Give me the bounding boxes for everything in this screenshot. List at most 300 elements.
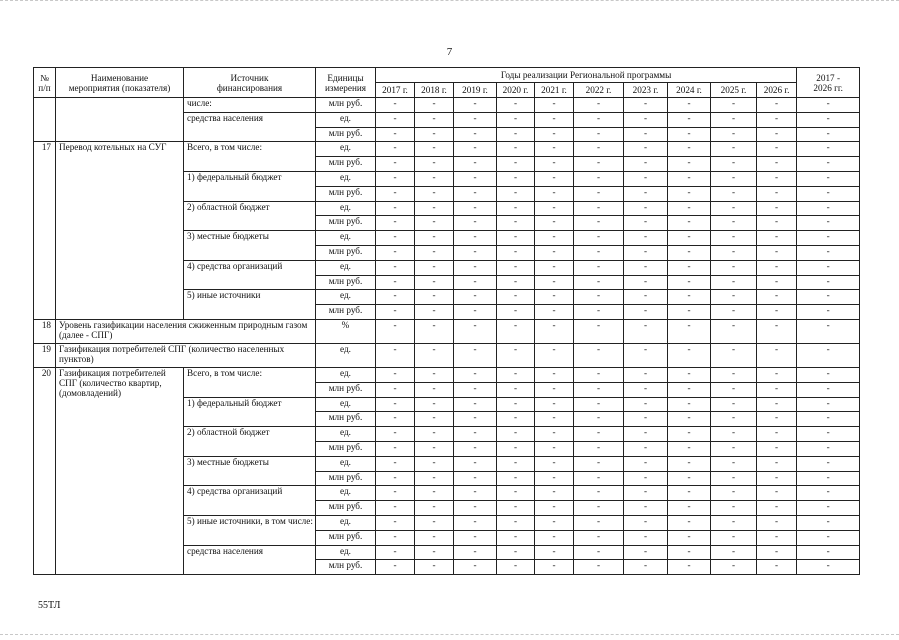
value-cell: - (574, 216, 624, 231)
value-cell: - (574, 397, 624, 412)
value-cell: - (376, 456, 415, 471)
value-cell: - (668, 343, 711, 367)
value-cell: - (454, 515, 497, 530)
unit-cell: млн руб. (316, 186, 376, 201)
value-cell: - (376, 319, 415, 343)
value-cell: - (415, 397, 454, 412)
value-cell: - (376, 171, 415, 186)
value-cell: - (454, 382, 497, 397)
funding-source: средства населения (184, 545, 316, 575)
value-cell: - (415, 112, 454, 127)
value-cell: - (376, 343, 415, 367)
page-number: 7 (446, 46, 453, 58)
value-cell: - (415, 412, 454, 427)
header-year: 2021 г. (535, 83, 574, 98)
value-cell: - (535, 112, 574, 127)
funding-source: 4) средства организаций (184, 260, 316, 290)
indicator-name: Газификация потребителей СПГ (количество населенных пунктов) (56, 343, 316, 367)
value-cell: - (574, 382, 624, 397)
funding-source: 2) областной бюджет (184, 201, 316, 231)
value-cell: - (535, 515, 574, 530)
value-cell: - (668, 98, 711, 113)
value-cell: - (497, 245, 535, 260)
table-row (34, 319, 860, 343)
value-cell: - (711, 245, 757, 260)
value-cell: - (574, 441, 624, 456)
value-cell: - (454, 441, 497, 456)
unit-cell: ед. (316, 367, 376, 382)
value-cell: - (415, 260, 454, 275)
value-cell: - (711, 501, 757, 516)
value-cell: - (574, 412, 624, 427)
value-cell: - (757, 171, 797, 186)
header-source: Источник финансирования (184, 68, 316, 98)
header-year: 2019 г. (454, 83, 497, 98)
value-cell: - (497, 305, 535, 320)
value-cell: - (376, 427, 415, 442)
value-cell: - (668, 382, 711, 397)
value-cell: - (574, 142, 624, 157)
value-cell: - (711, 231, 757, 246)
value-cell: - (668, 530, 711, 545)
table-row (34, 343, 860, 367)
value-cell: - (454, 501, 497, 516)
value-cell: - (757, 201, 797, 216)
value-cell: - (497, 486, 535, 501)
value-cell: - (624, 560, 668, 575)
value-cell: - (497, 275, 535, 290)
value-cell: - (497, 471, 535, 486)
value-cell: - (415, 560, 454, 575)
value-cell: - (497, 456, 535, 471)
value-cell: - (668, 412, 711, 427)
value-cell: - (415, 157, 454, 172)
value-cell: - (711, 343, 757, 367)
value-cell: - (711, 397, 757, 412)
value-cell: - (624, 427, 668, 442)
unit-cell: % (316, 319, 376, 343)
value-cell: - (454, 216, 497, 231)
value-cell: - (757, 486, 797, 501)
value-cell: - (454, 275, 497, 290)
value-cell: - (668, 290, 711, 305)
value-cell: - (376, 290, 415, 305)
value-cell: - (415, 486, 454, 501)
value-cell: - (797, 216, 860, 231)
value-cell: - (376, 412, 415, 427)
value-cell: - (415, 290, 454, 305)
value-cell: - (574, 290, 624, 305)
value-cell: - (535, 530, 574, 545)
value-cell: - (757, 456, 797, 471)
value-cell: - (454, 231, 497, 246)
value-cell: - (454, 412, 497, 427)
header-year: 2022 г. (574, 83, 624, 98)
value-cell: - (415, 343, 454, 367)
unit-cell: ед. (316, 486, 376, 501)
value-cell: - (454, 545, 497, 560)
value-cell: - (624, 171, 668, 186)
value-cell: - (668, 501, 711, 516)
funding-source: числе: (184, 98, 316, 113)
funding-source: 3) местные бюджеты (184, 231, 316, 261)
table-row (34, 367, 860, 382)
unit-cell: ед. (316, 397, 376, 412)
value-cell: - (624, 456, 668, 471)
value-cell: - (376, 157, 415, 172)
funding-source: 1) федеральный бюджет (184, 397, 316, 427)
value-cell: - (574, 305, 624, 320)
value-cell: - (454, 260, 497, 275)
value-cell: - (797, 142, 860, 157)
unit-cell: млн руб. (316, 441, 376, 456)
value-cell: - (535, 245, 574, 260)
value-cell: - (454, 186, 497, 201)
value-cell: - (624, 412, 668, 427)
value-cell: - (376, 397, 415, 412)
value-cell: - (797, 171, 860, 186)
value-cell: - (624, 319, 668, 343)
value-cell: - (711, 545, 757, 560)
value-cell: - (757, 343, 797, 367)
header-year: 2026 г. (757, 83, 797, 98)
value-cell: - (535, 231, 574, 246)
header-year: 2023 г. (624, 83, 668, 98)
value-cell: - (574, 486, 624, 501)
value-cell: - (415, 427, 454, 442)
value-cell: - (668, 142, 711, 157)
value-cell: - (624, 501, 668, 516)
value-cell: - (668, 456, 711, 471)
value-cell: - (415, 275, 454, 290)
value-cell: - (415, 216, 454, 231)
value-cell: - (624, 157, 668, 172)
value-cell: - (711, 486, 757, 501)
unit-cell: ед. (316, 343, 376, 367)
value-cell: - (376, 98, 415, 113)
value-cell: - (574, 157, 624, 172)
value-cell: - (535, 186, 574, 201)
unit-cell: млн руб. (316, 275, 376, 290)
value-cell: - (497, 260, 535, 275)
unit-cell: ед. (316, 456, 376, 471)
value-cell: - (711, 456, 757, 471)
value-cell: - (757, 186, 797, 201)
value-cell: - (376, 231, 415, 246)
unit-cell: млн руб. (316, 98, 376, 113)
value-cell: - (624, 201, 668, 216)
value-cell: - (711, 260, 757, 275)
value-cell: - (668, 486, 711, 501)
value-cell: - (376, 245, 415, 260)
value-cell: - (454, 305, 497, 320)
value-cell: - (668, 515, 711, 530)
value-cell: - (376, 545, 415, 560)
unit-cell: млн руб. (316, 245, 376, 260)
value-cell: - (711, 560, 757, 575)
value-cell: - (497, 560, 535, 575)
value-cell: - (574, 186, 624, 201)
value-cell: - (624, 260, 668, 275)
value-cell: - (497, 112, 535, 127)
value-cell: - (668, 245, 711, 260)
value-cell: - (757, 367, 797, 382)
value-cell: - (624, 545, 668, 560)
unit-cell: ед. (316, 142, 376, 157)
value-cell: - (535, 127, 574, 142)
value-cell: - (376, 530, 415, 545)
value-cell: - (711, 382, 757, 397)
value-cell: - (535, 216, 574, 231)
value-cell: - (497, 367, 535, 382)
value-cell: - (415, 515, 454, 530)
unit-cell: ед. (316, 231, 376, 246)
unit-cell: ед. (316, 260, 376, 275)
row-number: 18 (34, 319, 56, 343)
value-cell: - (668, 427, 711, 442)
value-cell: - (535, 501, 574, 516)
value-cell: - (797, 98, 860, 113)
indicator-name: Газификация потребителей СПГ (количество квартир, (домовладений) (56, 367, 184, 574)
value-cell: - (415, 456, 454, 471)
unit-cell: млн руб. (316, 471, 376, 486)
value-cell: - (624, 290, 668, 305)
value-cell: - (757, 290, 797, 305)
value-cell: - (376, 560, 415, 575)
value-cell: - (454, 486, 497, 501)
value-cell: - (415, 545, 454, 560)
value-cell: - (574, 560, 624, 575)
value-cell: - (711, 157, 757, 172)
value-cell: - (797, 231, 860, 246)
unit-cell: ед. (316, 545, 376, 560)
row-number: 20 (34, 367, 56, 574)
value-cell: - (497, 343, 535, 367)
value-cell: - (376, 471, 415, 486)
value-cell: - (797, 382, 860, 397)
value-cell: - (797, 560, 860, 575)
value-cell: - (415, 186, 454, 201)
value-cell: - (757, 501, 797, 516)
value-cell: - (574, 471, 624, 486)
funding-source: 5) иные источники, в том числе: (184, 515, 316, 545)
value-cell: - (497, 412, 535, 427)
value-cell: - (574, 127, 624, 142)
value-cell: - (668, 560, 711, 575)
value-cell: - (757, 127, 797, 142)
value-cell: - (797, 367, 860, 382)
program-table (33, 67, 860, 575)
value-cell: - (711, 216, 757, 231)
value-cell: - (535, 290, 574, 305)
value-cell: - (797, 471, 860, 486)
value-cell: - (668, 112, 711, 127)
value-cell: - (535, 441, 574, 456)
value-cell: - (415, 441, 454, 456)
funding-source: 1) федеральный бюджет (184, 171, 316, 201)
header-year: 2017 г. (376, 83, 415, 98)
value-cell: - (711, 515, 757, 530)
value-cell: - (624, 231, 668, 246)
row-number (34, 98, 56, 142)
unit-cell: ед. (316, 290, 376, 305)
value-cell: - (535, 157, 574, 172)
value-cell: - (376, 515, 415, 530)
value-cell: - (497, 171, 535, 186)
value-cell: - (574, 501, 624, 516)
value-cell: - (535, 343, 574, 367)
value-cell: - (574, 319, 624, 343)
unit-cell: млн руб. (316, 530, 376, 545)
value-cell: - (376, 127, 415, 142)
value-cell: - (624, 397, 668, 412)
value-cell: - (624, 471, 668, 486)
value-cell: - (535, 397, 574, 412)
value-cell: - (668, 397, 711, 412)
value-cell: - (574, 201, 624, 216)
value-cell: - (376, 486, 415, 501)
value-cell: - (415, 501, 454, 516)
value-cell: - (497, 427, 535, 442)
unit-cell: ед. (316, 427, 376, 442)
value-cell: - (624, 305, 668, 320)
header-year: 2018 г. (415, 83, 454, 98)
value-cell: - (574, 343, 624, 367)
value-cell: - (376, 367, 415, 382)
value-cell: - (574, 245, 624, 260)
value-cell: - (711, 530, 757, 545)
indicator-name (56, 98, 184, 142)
value-cell: - (497, 98, 535, 113)
value-cell: - (535, 275, 574, 290)
value-cell: - (454, 397, 497, 412)
value-cell: - (668, 186, 711, 201)
value-cell: - (415, 319, 454, 343)
value-cell: - (376, 216, 415, 231)
value-cell: - (574, 171, 624, 186)
value-cell: - (535, 382, 574, 397)
value-cell: - (797, 245, 860, 260)
value-cell: - (624, 216, 668, 231)
scan-edge-bottom (0, 634, 899, 638)
value-cell: - (711, 367, 757, 382)
value-cell: - (624, 382, 668, 397)
value-cell: - (797, 441, 860, 456)
value-cell: - (797, 112, 860, 127)
value-cell: - (415, 305, 454, 320)
value-cell: - (574, 427, 624, 442)
value-cell: - (535, 560, 574, 575)
funding-source: Всего, в том числе: (184, 142, 316, 172)
value-cell: - (711, 112, 757, 127)
value-cell: - (757, 245, 797, 260)
value-cell: - (711, 427, 757, 442)
value-cell: - (711, 275, 757, 290)
header-unit: Единицы измерения (316, 68, 376, 98)
value-cell: - (797, 412, 860, 427)
indicator-name: Уровень газификации населения сжиженным природным газом (далее - СПГ) (56, 319, 316, 343)
unit-cell: млн руб. (316, 412, 376, 427)
value-cell: - (797, 275, 860, 290)
value-cell: - (454, 157, 497, 172)
value-cell: - (668, 275, 711, 290)
value-cell: - (574, 456, 624, 471)
value-cell: - (574, 112, 624, 127)
value-cell: - (454, 367, 497, 382)
value-cell: - (497, 216, 535, 231)
value-cell: - (797, 501, 860, 516)
value-cell: - (757, 530, 797, 545)
value-cell: - (535, 545, 574, 560)
value-cell: - (497, 501, 535, 516)
value-cell: - (574, 260, 624, 275)
value-cell: - (797, 127, 860, 142)
value-cell: - (624, 275, 668, 290)
value-cell: - (535, 456, 574, 471)
value-cell: - (415, 142, 454, 157)
value-cell: - (624, 343, 668, 367)
funding-source: 2) областной бюджет (184, 427, 316, 457)
value-cell: - (415, 245, 454, 260)
header-years-group: Годы реализации Региональной программы (376, 68, 797, 83)
value-cell: - (497, 142, 535, 157)
unit-cell: млн руб. (316, 216, 376, 231)
unit-cell: млн руб. (316, 382, 376, 397)
value-cell: - (535, 260, 574, 275)
unit-cell: млн руб. (316, 305, 376, 320)
value-cell: - (415, 382, 454, 397)
unit-cell: млн руб. (316, 127, 376, 142)
value-cell: - (497, 545, 535, 560)
value-cell: - (415, 201, 454, 216)
value-cell: - (497, 290, 535, 305)
value-cell: - (757, 382, 797, 397)
table-row (34, 98, 860, 113)
value-cell: - (497, 201, 535, 216)
value-cell: - (797, 290, 860, 305)
value-cell: - (376, 260, 415, 275)
value-cell: - (797, 157, 860, 172)
value-cell: - (757, 157, 797, 172)
value-cell: - (757, 98, 797, 113)
indicator-name: Перевод котельных на СУГ (56, 142, 184, 320)
value-cell: - (668, 305, 711, 320)
value-cell: - (757, 471, 797, 486)
value-cell: - (757, 305, 797, 320)
value-cell: - (376, 142, 415, 157)
value-cell: - (757, 515, 797, 530)
value-cell: - (454, 245, 497, 260)
value-cell: - (624, 530, 668, 545)
value-cell: - (415, 471, 454, 486)
value-cell: - (535, 305, 574, 320)
value-cell: - (454, 319, 497, 343)
value-cell: - (711, 142, 757, 157)
value-cell: - (535, 471, 574, 486)
value-cell: - (376, 275, 415, 290)
value-cell: - (624, 245, 668, 260)
value-cell: - (624, 367, 668, 382)
value-cell: - (454, 112, 497, 127)
value-cell: - (668, 216, 711, 231)
value-cell: - (757, 231, 797, 246)
header-name: Наименование мероприятия (показателя) (56, 68, 184, 98)
value-cell: - (797, 305, 860, 320)
value-cell: - (757, 427, 797, 442)
value-cell: - (535, 142, 574, 157)
value-cell: - (535, 427, 574, 442)
value-cell: - (415, 127, 454, 142)
